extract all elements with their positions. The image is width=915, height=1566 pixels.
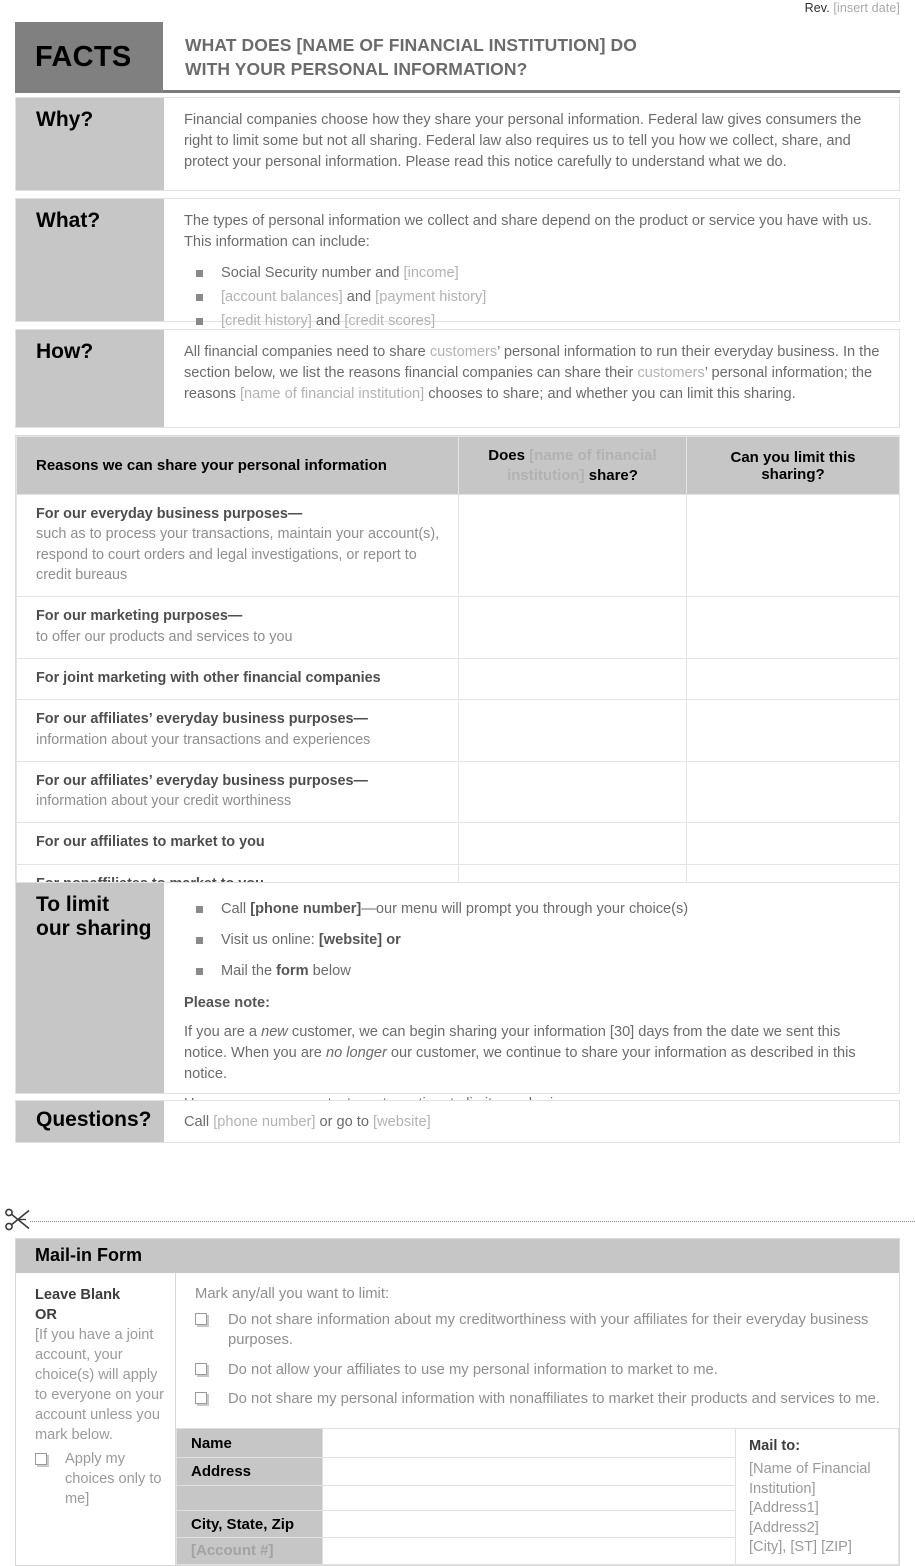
what-row xyxy=(15,198,900,330)
revision-line xyxy=(805,1,900,15)
field-label-city-state-zip: City, State, Zip xyxy=(177,1510,323,1537)
does-share-cell[interactable] xyxy=(459,761,687,823)
questions-c: or go to xyxy=(315,1114,374,1130)
note-c: customer, we can begin sharing your information [30] days from the date we sent this notice. When you are xyxy=(184,1024,841,1062)
what-item-1-c: [payment history] xyxy=(375,288,487,305)
reason-title: For our affiliates’ everyday business purposes— xyxy=(36,711,368,728)
how-p2: customers xyxy=(429,344,498,360)
field-input-city-state-zip[interactable] xyxy=(323,1510,736,1537)
how-label: How? xyxy=(16,330,164,427)
reason-title: For our affiliates to market to you xyxy=(36,834,265,851)
reason-title: For joint marketing with other financial companies xyxy=(36,669,381,686)
reason-cell xyxy=(17,823,459,864)
what-item-2-c: [credit scores] xyxy=(344,313,436,330)
questions-phone: [phone number] xyxy=(213,1114,316,1130)
how-p1: All financial companies need to share xyxy=(184,344,430,360)
online-website: [website] or xyxy=(318,932,401,949)
what-item-list xyxy=(184,262,885,333)
call-phone: [phone number] xyxy=(250,901,362,917)
mail-to-line: [Address1] xyxy=(749,1500,819,1517)
can-limit-cell[interactable] xyxy=(687,761,900,823)
what-item-2-a: [credit history] xyxy=(221,313,312,330)
what-item-0-a: Social Security number and xyxy=(221,264,404,281)
reason-cell xyxy=(17,700,459,762)
note-e: our customer, we continue to share your information as described in this notice. xyxy=(184,1045,856,1083)
table-row xyxy=(17,495,900,597)
leave-blank-head-line2: OR xyxy=(35,1306,57,1323)
what-item-0-b: [income] xyxy=(403,264,459,281)
can-limit-cell[interactable] xyxy=(687,597,900,659)
list-item[interactable] xyxy=(35,1450,165,1510)
does-share-cell[interactable] xyxy=(459,700,687,762)
table-header-reasons: Reasons we can share your personal information xyxy=(17,437,459,495)
field-label-address: Address xyxy=(177,1458,323,1485)
does-share-c: share? xyxy=(584,466,638,484)
limit-choice-label: Do not allow your affiliates to use my personal information to market to me. xyxy=(228,1361,718,1378)
field-label-address-2 xyxy=(177,1485,323,1510)
how-p5: ’ personal information; the reasons xyxy=(184,364,873,402)
list-item[interactable] xyxy=(195,1360,885,1380)
reason-cell xyxy=(17,761,459,823)
field-label-name: Name xyxy=(177,1429,323,1458)
questions-label: Questions? xyxy=(16,1101,164,1142)
cut-here-divider xyxy=(0,1203,915,1233)
what-body xyxy=(164,199,899,330)
leave-blank-panel xyxy=(16,1273,176,1565)
how-p6: [name of financial institution] xyxy=(239,385,425,402)
please-note-text xyxy=(184,1022,885,1085)
call-c: —our menu will prompt you through your choice(s) xyxy=(361,901,689,917)
can-limit-cell[interactable] xyxy=(687,700,900,762)
please-note-heading: Please note: xyxy=(184,994,270,1011)
leave-blank-body: [If you have a joint account, your choice(s) will apply to everyone on your account unless you mark below. xyxy=(35,1326,164,1443)
table-row xyxy=(17,597,900,659)
why-row xyxy=(15,97,900,191)
mail-form: form xyxy=(276,963,309,980)
facts-underline xyxy=(163,90,900,93)
checkbox-limit-creditworthiness[interactable] xyxy=(195,1313,207,1325)
table-header-does-share xyxy=(459,437,687,495)
how-p7: chooses to share; and whether you can limit this sharing. xyxy=(424,385,796,402)
field-input-address-2[interactable] xyxy=(323,1485,736,1510)
to-limit-label-line2: our sharing xyxy=(36,916,152,940)
field-label-account-number: [Account #] xyxy=(177,1538,323,1564)
reason-cell xyxy=(17,495,459,597)
call-a: Call xyxy=(221,901,251,917)
reason-cell xyxy=(17,658,459,699)
does-share-cell[interactable] xyxy=(459,597,687,659)
list-item xyxy=(184,262,885,284)
limit-choices-list xyxy=(176,1310,899,1428)
mail-to-line: [Name of Financial Institution] xyxy=(749,1461,871,1497)
mail-c: below xyxy=(308,963,351,980)
online-a: Visit us online: xyxy=(221,932,319,949)
facts-title-line2: WITH YOUR PERSONAL INFORMATION? xyxy=(185,58,528,79)
note-no-longer: no longer xyxy=(325,1045,387,1062)
limit-choice-label: Do not share my personal information with nonaffiliates to market their products and services to me. xyxy=(228,1390,880,1407)
mail-in-form-title: Mail-in Form xyxy=(16,1239,899,1273)
dotted-cut-line xyxy=(30,1221,915,1222)
does-share-cell[interactable] xyxy=(459,495,687,597)
how-text xyxy=(164,330,899,427)
table-row xyxy=(17,700,900,762)
what-item-1-b: and xyxy=(342,288,376,305)
does-share-a: Does xyxy=(488,447,530,464)
what-label: What? xyxy=(16,199,164,321)
to-limit-label-line1: To limit xyxy=(36,893,110,916)
field-input-account-number[interactable] xyxy=(323,1538,736,1564)
list-item-mail xyxy=(184,960,885,982)
what-intro: The types of personal information we collect and share depend on the product or service you have with us. This information can include: xyxy=(184,213,872,250)
list-item[interactable] xyxy=(195,1389,885,1409)
can-limit-cell[interactable] xyxy=(687,658,900,699)
what-item-2-b: and xyxy=(311,313,345,330)
note-new: new xyxy=(261,1024,288,1041)
revision-label: Rev. xyxy=(804,1,830,15)
what-item-1-a: [account balances] xyxy=(221,288,343,305)
reason-detail: such as to process your transactions, maintain your account(s), respond to court orders and legal investigations, or report to credit bureaus xyxy=(36,526,440,583)
reason-title: For our marketing purposes— xyxy=(36,608,243,625)
scissors-icon xyxy=(4,1205,34,1238)
why-text: Financial companies choose how they share your personal information. Federal law gives consumers the right to limit some but not all sharing. Federal law also requires us to tell you how we collect, share, and protect your personal information. Please read this notice carefully to understand what we do. xyxy=(184,112,862,170)
list-item-call xyxy=(184,898,885,920)
address-table xyxy=(176,1428,899,1564)
questions-text xyxy=(164,1101,899,1142)
reason-detail: information about your transactions and experiences xyxy=(36,731,371,748)
facts-label: FACTS xyxy=(15,22,163,93)
mail-in-form-right xyxy=(176,1273,899,1565)
note-a: If you are a xyxy=(184,1024,262,1041)
reason-detail: information about your credit worthiness xyxy=(36,793,292,810)
table-header-can-limit: Can you limit this sharing? xyxy=(687,437,900,495)
to-limit-row xyxy=(15,882,900,1094)
can-limit-cell[interactable] xyxy=(687,495,900,597)
table-row xyxy=(17,761,900,823)
field-input-address-1[interactable] xyxy=(323,1458,736,1485)
facts-title-line1: WHAT DOES [NAME OF FINANCIAL INSTITUTION] DO xyxy=(185,35,637,56)
how-row xyxy=(15,329,900,428)
mail-a: Mail the xyxy=(221,963,277,980)
table-row xyxy=(17,658,900,699)
mark-any-all-intro: Mark any/all you want to limit: xyxy=(195,1286,390,1302)
leave-blank-head-line1: Leave Blank xyxy=(35,1287,121,1303)
how-p4: customers xyxy=(637,364,705,381)
mail-in-form xyxy=(15,1238,900,1566)
reason-title: For our everyday business purposes— xyxy=(36,506,303,522)
table-header-row xyxy=(17,437,900,495)
facts-title xyxy=(163,22,900,93)
mail-to-heading: Mail to: xyxy=(749,1438,801,1455)
mail-to-line: [City], [ST] [ZIP] xyxy=(749,1539,852,1556)
apply-choices-list xyxy=(35,1446,165,1510)
apply-only-to-me-label: Apply my choices only to me] xyxy=(65,1450,162,1507)
does-share-cell[interactable] xyxy=(459,658,687,699)
to-limit-options xyxy=(184,898,885,983)
list-item-online xyxy=(184,929,885,951)
reason-cell xyxy=(17,597,459,659)
how-p3: ’ personal information to run their everyday business. In the section below, we list the reasons financial companies can share their xyxy=(184,344,880,381)
does-share-b: [name of financial institution] xyxy=(507,447,657,484)
list-item xyxy=(184,286,885,308)
questions-website: [website] xyxy=(373,1114,431,1130)
reason-title: For our affiliates’ everyday business purposes— xyxy=(36,772,368,789)
revision-value: [insert date] xyxy=(833,1,900,15)
mail-in-form-columns xyxy=(16,1273,899,1565)
can-limit-cell[interactable] xyxy=(687,823,900,864)
checkbox-limit-affiliate-marketing[interactable] xyxy=(195,1363,207,1375)
reason-detail: to offer our products and services to you xyxy=(36,628,293,645)
facts-header-row xyxy=(15,22,900,93)
why-label: Why? xyxy=(16,98,164,190)
mail-to-block xyxy=(736,1429,899,1564)
limit-choice-label: Do not share information about my creditworthiness with your affiliates for their everyday business purposes. xyxy=(228,1312,869,1349)
checkbox-limit-nonaffiliate-marketing[interactable] xyxy=(195,1392,207,1404)
checkbox-apply-only-to-me[interactable] xyxy=(35,1453,47,1465)
list-item[interactable] xyxy=(195,1310,885,1351)
questions-row xyxy=(15,1100,900,1143)
to-limit-label xyxy=(16,883,164,1093)
table-row xyxy=(17,823,900,864)
to-limit-body xyxy=(164,883,899,1093)
mail-to-line: [Address2] xyxy=(749,1519,819,1536)
questions-a: Call xyxy=(184,1114,214,1130)
table-row xyxy=(177,1429,899,1458)
sharing-table xyxy=(15,435,900,907)
field-input-name[interactable] xyxy=(323,1429,736,1458)
does-share-cell[interactable] xyxy=(459,823,687,864)
